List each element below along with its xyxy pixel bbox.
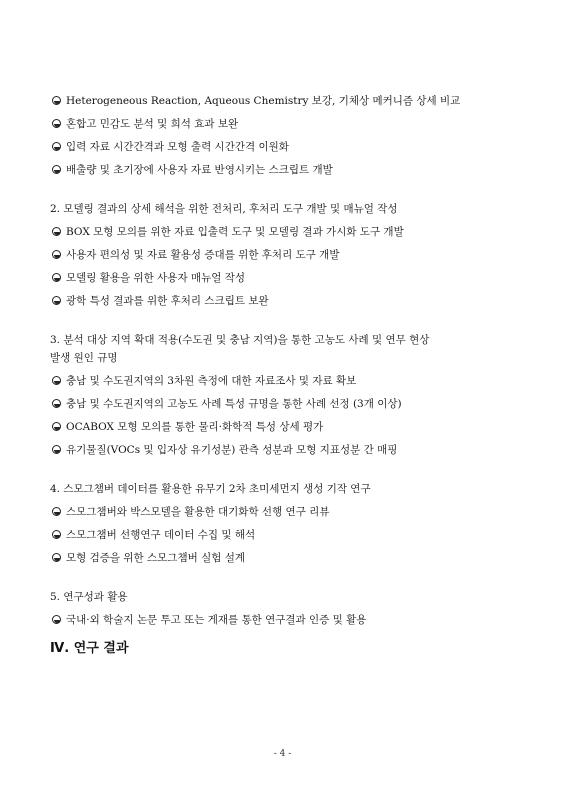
bullet-icon: [52, 142, 61, 151]
bullet-icon: [52, 399, 61, 408]
section-4-title: 4. 스모그챔버 데이터를 활용한 유무기 2차 초미세먼지 생성 기작 연구: [50, 483, 371, 495]
bullet-icon: [52, 96, 61, 105]
section-5-title: 5. 연구성과 활용: [50, 591, 128, 603]
chapter-heading: Ⅳ. 연구 결과: [50, 641, 129, 656]
bullet-icon: [52, 553, 61, 562]
list-item: 충남 및 수도권지역의 고농도 사례 특성 규명을 통한 사례 선정 (3개 이상): [50, 396, 520, 412]
bullet-icon: [52, 422, 61, 431]
spacer: [50, 465, 520, 481]
section-3-title-line1: 3. 분석 대상 지역 확대 적용(수도권 및 충남 지역)을 통한 고농도 사례 및 연무 현상: [50, 334, 430, 346]
page-content: [50, 93, 520, 663]
list-item: 입력 자료 시간간격과 모형 출력 시간간격 이원화: [50, 139, 520, 155]
list-item: 스모그챔버 선행연구 데이터 수집 및 해석: [50, 527, 520, 543]
bullet-icon: [52, 250, 61, 259]
list-item: 모델링 활용을 위한 사용자 매뉴얼 작성: [50, 270, 520, 286]
bullet-icon: [52, 273, 61, 282]
list-item: 유기물질(VOCs 및 입자상 유기성분) 관측 성분과 모형 지표성분 간 매핑: [50, 442, 520, 458]
list-item: Heterogeneous Reaction, Aqueous Chemistry 보강, 기체상 메커니즘 상세 비교: [50, 93, 520, 109]
list-item: 광학 특성 결과를 위한 후처리 스크립트 보완: [50, 293, 520, 309]
bullet-icon: [52, 296, 61, 305]
spacer: [50, 185, 520, 201]
spacer: [50, 316, 520, 332]
bullet-icon: [52, 615, 61, 624]
list-item: 혼합고 민감도 분석 및 희석 효과 보완: [50, 116, 520, 132]
bullet-icon: [52, 530, 61, 539]
bullet-icon: [52, 165, 61, 174]
list-item: 국내·외 학술지 논문 투고 또는 게재를 통한 연구결과 인증 및 활용: [50, 612, 520, 628]
bullet-icon: [52, 376, 61, 385]
list-item: 배출량 및 초기장에 사용자 자료 반영시키는 스크립트 개발: [50, 162, 520, 178]
list-item: 사용자 편의성 및 자료 활용성 증대를 위한 후처리 도구 개발: [50, 247, 520, 263]
bullet-icon: [52, 507, 61, 516]
section-3-title-line2: 발생 원인 규명: [50, 352, 118, 364]
list-item: BOX 모형 모의를 위한 자료 입출력 도구 및 모델링 결과 가시화 도구 개발: [50, 224, 520, 240]
bullet-icon: [52, 119, 61, 128]
page-number: - 4 -: [273, 749, 292, 759]
list-item: 충남 및 수도권지역의 3차원 측정에 대한 자료조사 및 자료 확보: [50, 373, 520, 389]
bullet-icon: [52, 445, 61, 454]
spacer: [50, 573, 520, 589]
list-item: OCABOX 모형 모의를 통한 물리·화학적 특성 상세 평가: [50, 419, 520, 435]
list-item: 스모그챔버와 박스모델을 활용한 대기화학 선행 연구 리뷰: [50, 504, 520, 520]
bullet-icon: [52, 227, 61, 236]
section-2-title: 2. 모델링 결과의 상세 해석을 위한 전처리, 후처리 도구 개발 및 매뉴얼 작성: [50, 203, 398, 215]
list-item: 모형 검증을 위한 스모그챔버 실험 설계: [50, 550, 520, 566]
